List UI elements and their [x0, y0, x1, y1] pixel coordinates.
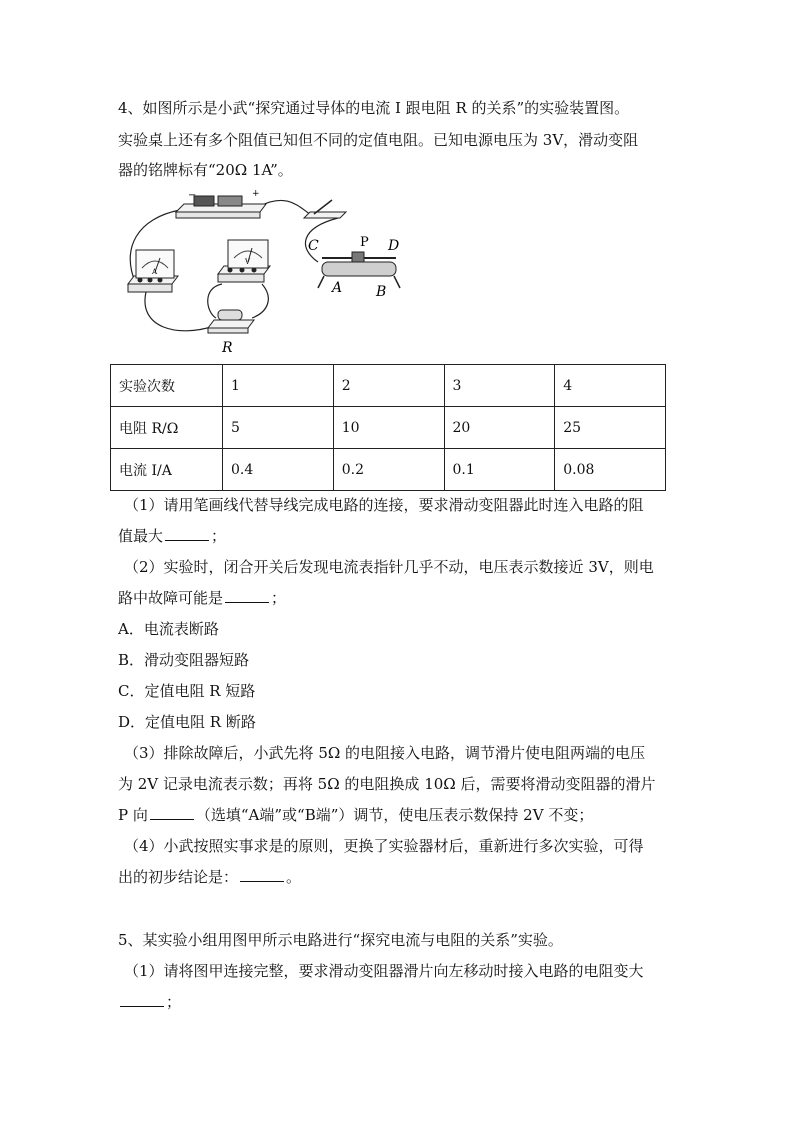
- terminal-b-label: B: [376, 284, 387, 300]
- option-a: A．电流表断路: [118, 620, 219, 638]
- table-cell: 5: [223, 407, 334, 449]
- q4-intro-line-1: 4、如图所示是小武“探究通过导体的电流 I 跟电阻 R 的关系”的实验装置图。: [118, 99, 630, 117]
- q4-part4-text: 出的初步结论是：: [118, 868, 239, 886]
- q4-part3-line-1: （3）排除故障后，小武先将 5Ω 的电阻接入电路，调节滑片使电阻两端的电压: [124, 744, 646, 762]
- voltmeter: [218, 240, 270, 282]
- q4-part4-end: 。: [286, 868, 302, 886]
- table-cell: 0.2: [333, 449, 444, 491]
- option-c: C．定值电阻 R 短路: [118, 682, 256, 700]
- terminal-a-label: A: [332, 280, 343, 296]
- table-cell: 0.1: [444, 449, 555, 491]
- table-cell: 0.08: [555, 449, 666, 491]
- q5-part1-line-2: [118, 992, 181, 1012]
- table-cell: 25: [555, 407, 666, 449]
- circuit-apparatus-figure: [118, 188, 418, 358]
- table-cell: 0.4: [223, 449, 334, 491]
- answer-blank[interactable]: [120, 992, 164, 1007]
- table-row: [111, 407, 666, 449]
- table-row: [111, 365, 666, 407]
- experiment-data-table: [110, 364, 666, 491]
- row-header: 电流 I/A: [111, 449, 223, 491]
- q4-part2-line-2: [118, 588, 286, 608]
- q4-part1-end: ；: [211, 527, 227, 545]
- q4-part4-line-2: [118, 867, 301, 887]
- q5-part1-line-1: （1）请将图甲连接完整，要求滑动变阻器滑片向左移动时接入电路的电阻变大: [124, 962, 644, 980]
- row-header: 电阻 R/Ω: [111, 407, 223, 449]
- q5-part1-end: ；: [166, 993, 182, 1011]
- table-cell: 3: [444, 365, 555, 407]
- battery-minus-label: −: [188, 190, 197, 201]
- q4-part2-line-1: （2）实验时，闭合开关后发现电流表指针几乎不动，电压表示数接近 3V，则电: [124, 558, 654, 576]
- q4-part3-line-3: [118, 805, 593, 825]
- q4-part2-end: ；: [271, 589, 287, 607]
- q4-part3-start: P 向: [118, 806, 148, 824]
- answer-blank[interactable]: [225, 588, 269, 603]
- table-cell: 10: [333, 407, 444, 449]
- terminal-d-label: D: [388, 238, 400, 254]
- q4-part1-line-1: （1）请用笔画线代替导线完成电路的连接，要求滑动变阻器此时连入电路的阻: [124, 496, 644, 514]
- q4-intro-line-3: 器的铭牌标有“20Ω 1A”。: [118, 161, 293, 179]
- battery-plus-label: +: [252, 189, 260, 199]
- ammeter-label: A: [152, 268, 158, 276]
- ammeter: [128, 250, 178, 292]
- battery-box: [176, 189, 266, 218]
- answer-blank[interactable]: [150, 805, 194, 820]
- q4-part1-text: 值最大: [118, 527, 164, 545]
- terminal-c-label: C: [308, 238, 319, 254]
- answer-blank[interactable]: [165, 526, 209, 541]
- voltmeter-label: V: [245, 258, 251, 266]
- table-cell: 4: [555, 365, 666, 407]
- resistor-r-label: R: [222, 340, 233, 356]
- q4-part1-line-2: [118, 526, 226, 546]
- option-d: D．定值电阻 R 断路: [118, 713, 256, 731]
- table-row: [111, 449, 666, 491]
- answer-blank[interactable]: [240, 867, 284, 882]
- q4-part3-line-2: 为 2V 记录电流表示数；再将 5Ω 的电阻换成 10Ω 后，需要将滑动变阻器的滑片: [118, 775, 656, 793]
- q4-part2-text: 路中故障可能是: [118, 589, 224, 607]
- option-b: B．滑动变阻器短路: [118, 651, 250, 669]
- switch: [304, 200, 346, 218]
- q5-intro: 5、某实验小组用图甲所示电路进行“探究电流与电阻的关系”实验。: [118, 931, 563, 949]
- q4-part4-line-1: （4）小武按照实事求是的原则，更换了实验器材后，重新进行多次实验，可得: [124, 837, 644, 855]
- slider-p-label: P: [360, 235, 369, 250]
- table-cell: 1: [223, 365, 334, 407]
- sliding-rheostat: [308, 235, 400, 300]
- q4-intro-line-2: 实验桌上还有多个阻值已知但不同的定值电阻。已知电源电压为 3V，滑动变阻: [118, 131, 639, 149]
- table-cell: 2: [333, 365, 444, 407]
- table-cell: 20: [444, 407, 555, 449]
- q4-part3-end: （选填“A端”或“B端”）调节，使电压表示数保持 2V 不变；: [195, 806, 594, 824]
- row-header: 实验次数: [111, 365, 223, 407]
